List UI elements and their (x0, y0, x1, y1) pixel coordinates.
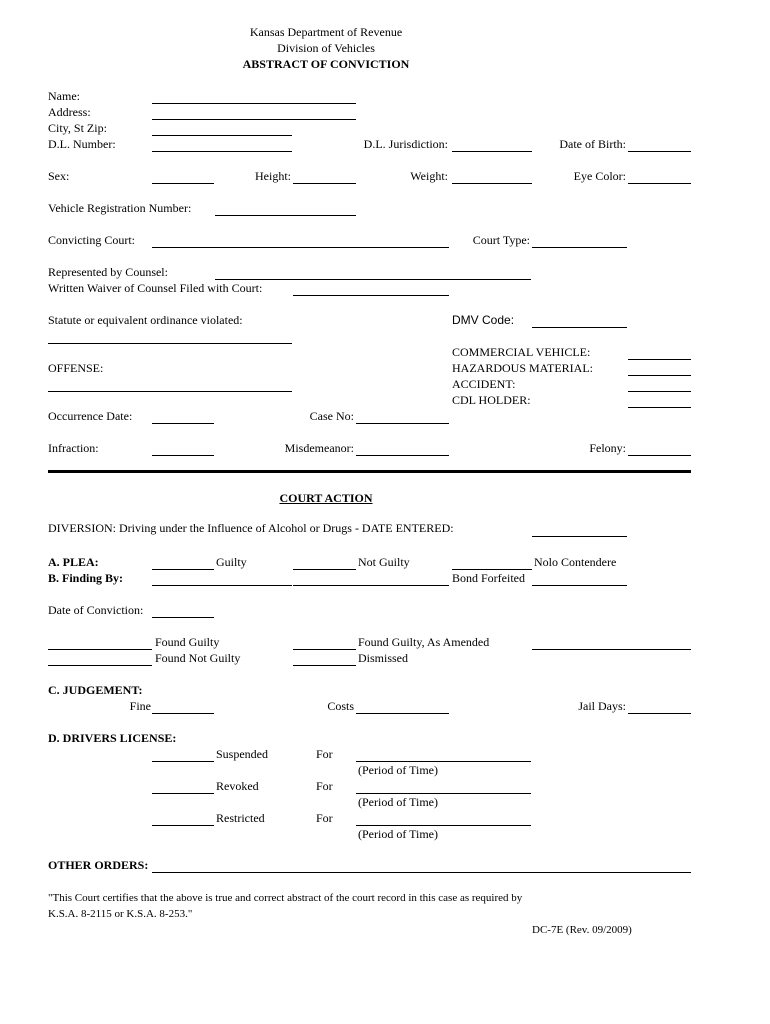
misdemeanor-field[interactable] (356, 455, 449, 456)
occurrence-date-label: Occurrence Date: (48, 409, 133, 423)
city-st-zip-field[interactable] (152, 135, 292, 136)
suspended-period-field[interactable] (356, 761, 531, 762)
cdl-holder-label: CDL HOLDER: (452, 393, 531, 407)
other-orders-field[interactable] (152, 872, 691, 873)
plea-label: A. PLEA: (48, 555, 99, 569)
date-of-birth-field[interactable] (628, 151, 691, 152)
city-st-zip-label: City, St Zip: (48, 121, 107, 135)
dismissed-label: Dismissed (358, 651, 409, 665)
found-not-guilty-field[interactable] (48, 665, 152, 666)
offense-field[interactable] (48, 391, 292, 392)
costs-field[interactable] (356, 713, 449, 714)
revoked-period-label: (Period of Time) (358, 795, 439, 809)
misdemeanor-label: Misdemeanor: (284, 441, 354, 455)
revoked-field[interactable] (152, 793, 214, 794)
vehicle-registration-field[interactable] (215, 215, 356, 216)
name-label: Name: (48, 89, 80, 103)
restricted-for-label: For (316, 811, 333, 825)
found-guilty-amended-field[interactable] (293, 649, 356, 650)
other-orders-label: OTHER ORDERS: (48, 858, 149, 872)
dl-jurisdiction-field[interactable] (452, 151, 532, 152)
plea-guilty-field[interactable] (152, 569, 214, 570)
commercial-vehicle-field[interactable] (628, 359, 691, 360)
plea-not-guilty-label: Not Guilty (358, 555, 410, 569)
fine-field[interactable] (152, 713, 214, 714)
division-name: Division of Vehicles (277, 41, 375, 55)
vehicle-registration-label: Vehicle Registration Number: (48, 201, 192, 215)
restricted-period-field[interactable] (356, 825, 531, 826)
weight-label: Weight: (410, 169, 448, 183)
costs-label: Costs (327, 699, 354, 713)
section-divider (48, 470, 691, 473)
suspended-for-label: For (316, 747, 333, 761)
height-field[interactable] (293, 183, 356, 184)
fine-label: Fine (129, 699, 151, 713)
hazardous-material-label: HAZARDOUS MATERIAL: (452, 361, 593, 375)
found-guilty-label: Found Guilty (155, 635, 220, 649)
restricted-period-label: (Period of Time) (358, 827, 439, 841)
plea-guilty-label: Guilty (216, 555, 247, 569)
date-of-conviction-label: Date of Conviction: (48, 603, 144, 617)
hazardous-material-field[interactable] (628, 375, 691, 376)
found-guilty-field[interactable] (48, 649, 152, 650)
sex-label: Sex: (48, 169, 70, 183)
date-of-birth-label: Date of Birth: (559, 137, 626, 151)
suspended-period-label: (Period of Time) (358, 763, 439, 777)
eye-color-field[interactable] (628, 183, 691, 184)
form-number: DC-7E (Rev. 09/2009) (532, 924, 632, 936)
weight-field[interactable] (452, 183, 532, 184)
address-label: Address: (48, 105, 91, 119)
represented-label: Represented by Counsel: (48, 265, 168, 279)
diversion-date-field[interactable] (532, 536, 627, 537)
convicting-court-field[interactable] (152, 247, 449, 248)
suspended-field[interactable] (152, 761, 214, 762)
certification-line-1: "This Court certifies that the above is true and correct abstract of the court record in this case as required by (48, 892, 523, 904)
form-title: ABSTRACT OF CONVICTION (242, 57, 410, 71)
judgement-heading: C. JUDGEMENT: (48, 683, 143, 697)
waiver-field[interactable] (293, 295, 449, 296)
drivers-license-heading: D. DRIVERS LICENSE: (48, 731, 177, 745)
revoked-label: Revoked (216, 779, 259, 793)
dmv-code-field[interactable] (532, 327, 627, 328)
finding-by-field-2[interactable] (293, 585, 449, 586)
suspended-label: Suspended (216, 747, 268, 761)
court-type-field[interactable] (532, 247, 627, 248)
jail-days-label: Jail Days: (578, 699, 626, 713)
court-type-label: Court Type: (472, 233, 530, 247)
bond-forfeited-field[interactable] (532, 585, 627, 586)
jail-days-field[interactable] (628, 713, 691, 714)
plea-not-guilty-field[interactable] (293, 569, 356, 570)
represented-field[interactable] (215, 279, 531, 280)
bond-forfeited-label: Bond Forfeited (452, 571, 525, 585)
found-not-guilty-label: Found Not Guilty (155, 651, 241, 665)
eye-color-label: Eye Color: (573, 169, 626, 183)
amended-charge-field[interactable] (532, 649, 691, 650)
plea-nolo-field[interactable] (452, 569, 532, 570)
diversion-label: DIVERSION: Driving under the Influence of Alcohol or Drugs - DATE ENTERED: (48, 521, 454, 535)
revoked-for-label: For (316, 779, 333, 793)
finding-by-label: B. Finding By: (48, 571, 124, 585)
dismissed-field[interactable] (293, 665, 356, 666)
offense-label: OFFENSE: (48, 361, 104, 375)
cdl-holder-field[interactable] (628, 407, 691, 408)
height-label: Height: (255, 169, 291, 183)
plea-nolo-label: Nolo Contendere (534, 555, 617, 569)
commercial-vehicle-label: COMMERCIAL VEHICLE: (452, 345, 591, 359)
finding-by-field-1[interactable] (152, 585, 292, 586)
dl-number-label: D.L. Number: (48, 137, 116, 151)
case-no-field[interactable] (356, 423, 449, 424)
felony-label: Felony: (589, 441, 626, 455)
restricted-field[interactable] (152, 825, 214, 826)
dl-number-field[interactable] (152, 151, 292, 152)
accident-field[interactable] (628, 391, 691, 392)
court-action-heading: COURT ACTION (279, 491, 373, 505)
statute-field[interactable] (48, 343, 292, 344)
dmv-code-label: DMV Code: (452, 313, 515, 327)
statute-label: Statute or equivalent ordinance violated: (48, 313, 243, 327)
found-guilty-amended-label: Found Guilty, As Amended (358, 635, 490, 649)
dl-jurisdiction-label: D.L. Jurisdiction: (363, 137, 448, 151)
name-field[interactable] (152, 103, 356, 104)
date-of-conviction-field[interactable] (152, 617, 214, 618)
agency-name: Kansas Department of Revenue (249, 25, 403, 39)
felony-field[interactable] (628, 455, 691, 456)
sex-field[interactable] (152, 183, 214, 184)
restricted-label: Restricted (216, 811, 265, 825)
certification-line-2: K.S.A. 8-2115 or K.S.A. 8-253." (48, 908, 193, 920)
infraction-field[interactable] (152, 455, 214, 456)
infraction-label: Infraction: (48, 441, 99, 455)
revoked-period-field[interactable] (356, 793, 531, 794)
occurrence-date-field[interactable] (152, 423, 214, 424)
waiver-label: Written Waiver of Counsel Filed with Court: (48, 281, 263, 295)
address-field[interactable] (152, 119, 356, 120)
convicting-court-label: Convicting Court: (48, 233, 135, 247)
case-no-label: Case No: (309, 409, 354, 423)
accident-label: ACCIDENT: (452, 377, 516, 391)
